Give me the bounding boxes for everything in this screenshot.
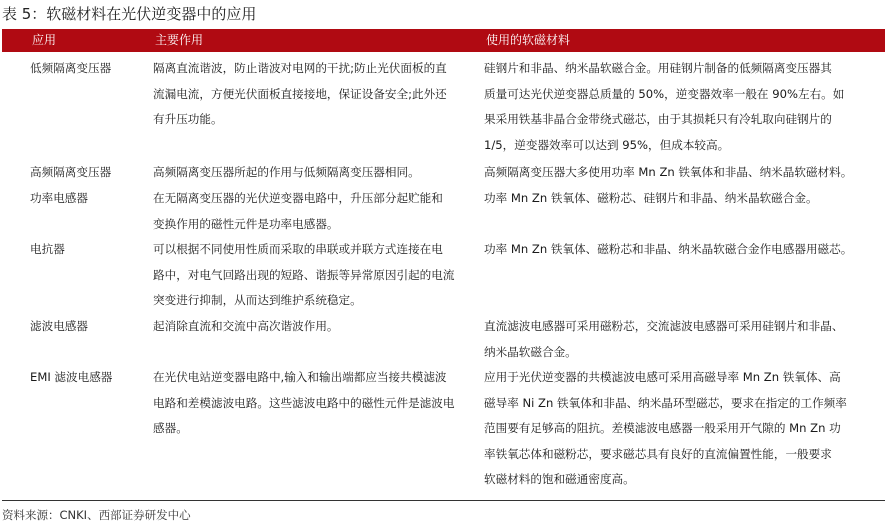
cell-line: 路中，对电气回路出现的短路、谐振等异常原因引起的电流 [153,267,455,282]
cell-line: 功率 Mn Zn 铁氧体、磁粉芯和非晶、纳米晶软磁合金作电感器用磁芯。 [484,242,853,256]
header-role: 主要作用 [155,33,204,47]
cell-application: 功率电感器 [30,191,88,205]
cell-line: 起消除直流和交流中高次谐波作用。 [153,319,339,333]
cell-line: 高频隔离变压器大多使用功率 Mn Zn 铁氧体和非晶、纳米晶软磁材料。 [484,165,853,179]
cell-line: 范围要有足够高的阻抗。差模滤波电感器一般采用开气隙的 Mn Zn 功 [484,421,841,436]
cell-material [484,186,880,212]
cell-material [484,160,880,186]
cell-line: 质量可达光伏逆变器总质量的 50%，逆变器效率一般在 90%左右。如 [484,86,845,101]
cell-line: 在光伏电站逆变器电路中,输入和输出端都应当接共模滤波 [153,370,447,384]
source-note: 资料来源：CNKI、西部证券研发中心 [2,508,191,522]
cell-material [484,56,880,158]
cell-line: 感器。 [153,421,188,436]
cell-role [153,186,479,237]
table-row [0,237,889,314]
cell-line: 高频隔离变压器所起的作用与低频隔离变压器相同。 [153,165,420,179]
cell-material [484,365,880,493]
cell-line: 硅钢片和非晶、纳米晶软磁合金。用硅钢片制备的低频隔离变压器其 [484,61,832,75]
table-row [0,160,889,186]
cell-line: 1/5，逆变器效率可以达到 95%，但成本较高。 [484,137,730,152]
cell-line: 功率 Mn Zn 铁氧体、磁粉芯、硅钢片和非晶、纳米晶软磁合金。 [484,191,818,205]
cell-application: 高频隔离变压器 [30,165,112,179]
cell-line: 率铁氧芯体和磁粉芯，要求磁芯具有良好的直流偏置性能，一般要求 [484,446,832,461]
cell-application: 低频隔离变压器 [30,61,112,75]
cell-application: EMI 滤波电感器 [30,370,113,384]
cell-role [153,365,479,442]
table-row [0,365,889,495]
cell-role [153,314,479,340]
cell-line: 纳米晶软磁合金。 [484,344,577,359]
cell-application: 滤波电感器 [30,319,88,333]
cell-role [153,56,479,133]
cell-line: 软磁材料的饱和磁通密度高。 [484,472,635,487]
table-row [0,314,889,365]
table-body [0,56,889,495]
header-material: 使用的软磁材料 [486,33,571,47]
table-row [0,186,889,237]
cell-material [484,314,880,365]
table-bottom-rule [2,500,885,501]
cell-application: 电抗器 [30,242,65,256]
cell-role [153,237,479,314]
cell-line: 磁导率 Ni Zn 铁氧体和非晶、纳米晶环型磁芯，要求在指定的工作频率 [484,395,847,410]
cell-line: 应用于光伏逆变器的共模滤波电感可采用高磁导率 Mn Zn 铁氧体、高 [484,370,841,384]
cell-line: 果采用铁基非晶合金带绕式磁芯，由于其损耗只有冷轧取向硅钢片的 [484,112,832,127]
header-application: 应用 [32,33,57,47]
cell-line: 电路和差模滤波电路。这些滤波电路中的磁性元件是滤波电 [153,395,455,410]
cell-line: 直流滤波电感器可采用磁粉芯，交流滤波电感器可采用硅钢片和非晶、 [484,319,844,333]
cell-line: 有升压功能。 [153,112,223,127]
cell-line: 在无隔离变压器的光伏逆变器电路中，升压部分起贮能和 [153,191,443,205]
cell-line: 突变进行抑制，从而达到维护系统稳定。 [153,293,362,308]
cell-material [484,237,880,263]
cell-line: 变换作用的磁性元件是功率电感器。 [153,216,339,231]
table-title: 表 5：软磁材料在光伏逆变器中的应用 [2,5,257,23]
table-row [0,56,889,160]
cell-role [153,160,479,186]
cell-line: 隔离直流谐波，防止谐波对电网的干扰;防止光伏面板的直 [153,61,447,75]
cell-line: 可以根据不同使用性质而采取的串联或并联方式连接在电 [153,242,443,256]
table-header [2,29,885,52]
cell-line: 流漏电流，方便光伏面板直接接地，保证设备安全;此外还 [153,86,447,101]
